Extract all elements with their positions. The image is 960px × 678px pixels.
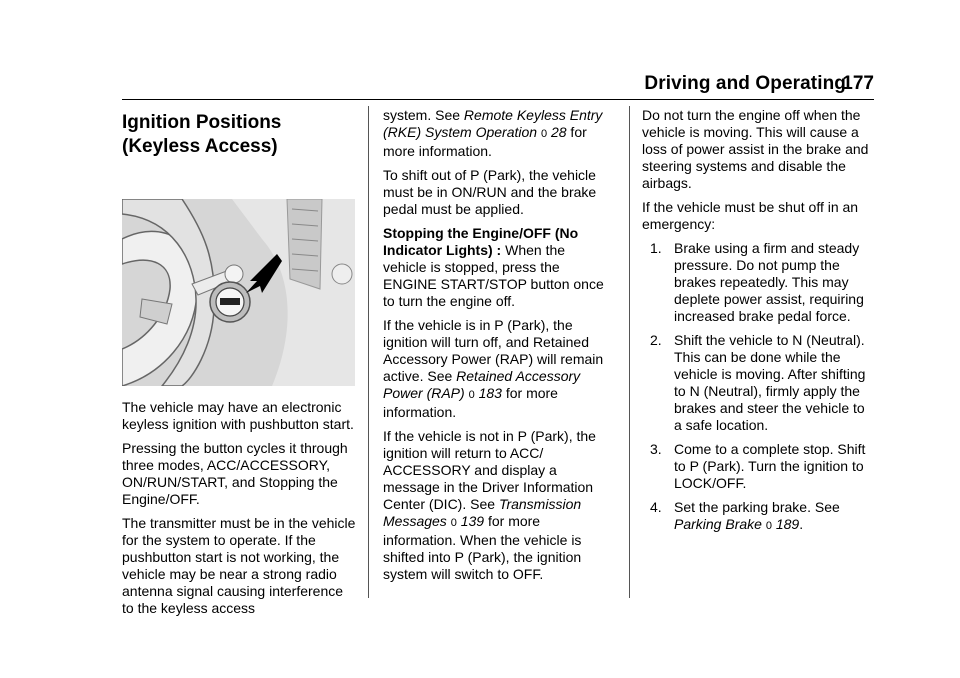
- list-item: 2. Shift the vehicle to N (Neutral). This can be done while the vehicle is moving. After shifting to N (Neutral), firmly apply the brakes and steer the vehicle to a safe location.: [650, 332, 866, 433]
- emergency-steps-list: [642, 240, 874, 535]
- col1-para-1: The vehicle may have an electronic keyless ignition with pushbutton start.: [122, 399, 354, 432]
- list-item: 3. Come to a complete stop. Shift to P (Park). Turn the ignition to LOCK/OFF.: [650, 441, 866, 491]
- list-item: 4. Set the parking brake. See Parking Brake 0 189.: [650, 499, 840, 532]
- col2-para-2: To shift out of P (Park), the vehicle must be in ON/RUN and the brake pedal must be applied.: [383, 167, 597, 217]
- column-2: [383, 107, 611, 590]
- xref-page[interactable]: 139: [460, 513, 485, 529]
- xref-page[interactable]: 189: [775, 516, 800, 532]
- ignition-button-illustration: [122, 199, 355, 386]
- col2-para-5: If the vehicle is not in P (Park), the ignition will return to ACC/ ACCESSORY and display a message in the Driver Information Center (DIC). See Transmission Messages 0 139 for more information. When the vehicle is shifted into P (Park), the ignition system will switch to OFF.: [383, 428, 596, 582]
- col3-para-2: If the vehicle must be shut off in an emergency:: [642, 199, 859, 232]
- xref-rap-link[interactable]: Retained Accessory Power (RAP): [383, 368, 581, 401]
- illustration-svg: [122, 199, 355, 386]
- column-3: [642, 107, 874, 542]
- col2-para-4: If the vehicle is in P (Park), the ignition will turn off, and Retained Accessory Power (RAP) will remain active. See Retained Accessory Power (RAP) 0 183 for more information.: [383, 317, 604, 420]
- column-divider-1: [368, 106, 369, 598]
- section-heading: [122, 111, 358, 159]
- section-heading-line2: (Keyless Access): [122, 136, 278, 157]
- xref-parking-brake-link[interactable]: Parking Brake: [674, 516, 762, 532]
- col2-para-3: Stopping the Engine/OFF (No Indicator Lights) : When the vehicle is stopped, press the ENGINE START/STOP button once to turn the engine off.: [383, 225, 604, 309]
- chapter-title: Driving and Operating: [644, 73, 846, 94]
- list-item: 1. Brake using a firm and steady pressure. Do not pump the brakes repeatedly. This may deplete power assist, requiring increased brake pedal force.: [650, 240, 864, 324]
- xref-arrow-icon: 0: [450, 517, 457, 529]
- col2-para-1: system. See Remote Keyless Entry (RKE) System Operation 0 28 for more information.: [383, 107, 603, 159]
- xref-arrow-icon: 0: [468, 389, 475, 401]
- column-divider-2: [629, 106, 630, 598]
- header-rule: [122, 99, 874, 100]
- page-header: [0, 70, 960, 100]
- column-1: [122, 107, 358, 624]
- xref-arrow-icon: 0: [765, 520, 772, 532]
- xref-arrow-icon: 0: [540, 128, 548, 140]
- subheading-stopping-engine: Stopping the Engine/OFF (No Indicator Lights) :: [383, 225, 579, 258]
- col3-para-1: Do not turn the engine off when the vehicle is moving. This will cause a loss of power assist in the brake and steering systems and disable the airbags.: [642, 107, 869, 191]
- xref-page[interactable]: 28: [550, 124, 567, 140]
- air-vent-shape: [287, 199, 322, 289]
- xref-page[interactable]: 183: [478, 385, 502, 401]
- col1-para-3: The transmitter must be in the vehicle for the system to operate. If the pushbutton start is not working, the vehicle may be near a strong radio antenna signal causing interference to the keyless access: [122, 515, 356, 616]
- xref-transmission-link[interactable]: Transmission Messages: [383, 496, 582, 529]
- xref-rke-link[interactable]: Remote Keyless Entry (RKE) System Operation: [383, 107, 603, 140]
- section-heading-line1: Ignition Positions: [122, 112, 282, 133]
- page-number: 177: [842, 73, 874, 94]
- col1-para-2: Pressing the button cycles it through three modes, ACC/ACCESSORY, ON/RUN/START, and Stopping the Engine/OFF.: [122, 440, 348, 507]
- start-stop-button-shape: [210, 282, 250, 322]
